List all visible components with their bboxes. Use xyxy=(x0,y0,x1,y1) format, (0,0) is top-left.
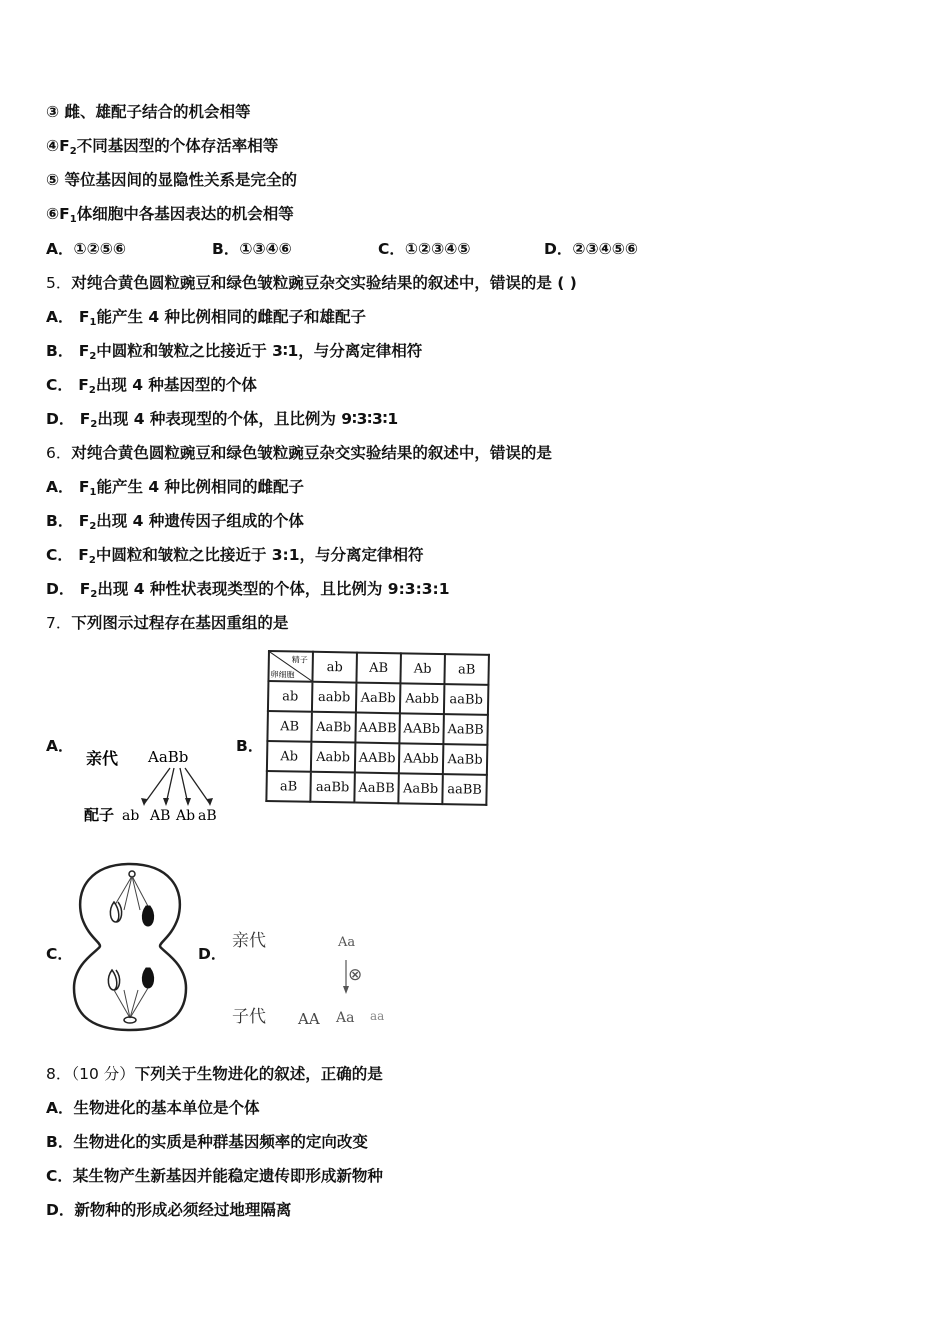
table-cell: AB xyxy=(267,711,312,742)
fig-a-parent-label: 亲代 xyxy=(86,749,119,768)
q6-option-c: C． $F_2$中圆粒和皱粒之比接近于 3:1，与分离定律相符 xyxy=(46,546,424,566)
table-cell: aaBb xyxy=(444,684,489,715)
fig-a-gamete-label: 配子 xyxy=(84,806,115,824)
q4-options xyxy=(46,239,638,259)
table-cell: AaBB xyxy=(354,773,399,804)
table-cell: Aabb xyxy=(400,683,445,714)
q4-option-c: C．①②③④⑤ xyxy=(378,240,471,258)
fig-d-offspring: aa xyxy=(370,1009,385,1023)
table-cell: AaBb xyxy=(443,744,488,775)
table-cell: AABb xyxy=(355,743,400,774)
table-cell: AABb xyxy=(399,713,444,744)
q7-figure-d xyxy=(228,924,398,1034)
fig-d-offspring: AA xyxy=(298,1010,320,1028)
q6-option-d: D． $F_2$出现 4 种性状表现类型的个体，且比例为 9:3:3:1 xyxy=(46,580,450,600)
fig-a-gamete: ab xyxy=(122,808,140,824)
q5-option-d: D． $F_2$出现 4 种表现型的个体，且比例为 9∶3∶3∶1 xyxy=(46,410,399,430)
table-row xyxy=(267,741,487,775)
table-cell: AaBb xyxy=(311,712,356,743)
table-cell: Aabb xyxy=(311,742,356,773)
q7-stem: 7．下列图示过程存在基因重组的是 xyxy=(46,614,289,632)
table-row xyxy=(268,651,488,685)
table-header-cell: ab xyxy=(312,652,357,683)
q5-option-b: B． $F_2$中圆粒和皱粒之比接近于 3∶1，与分离定律相符 xyxy=(46,342,423,362)
q6-stem: 6．对纯合黄色圆粒豌豆和绿色皱粒豌豆杂交实验结果的叙述中，错误的是 xyxy=(46,444,552,462)
corner-diagonal xyxy=(269,652,311,681)
q4-option-d: D．②③④⑤⑥ xyxy=(544,240,638,258)
table-cell: aabb xyxy=(312,682,357,713)
chromosome-white xyxy=(108,970,119,990)
table-header-cell: AB xyxy=(356,653,401,684)
chromosome-white xyxy=(110,902,121,922)
fig-d-offspring-label: 子代 xyxy=(232,1007,266,1027)
fig-a-gamete: Ab xyxy=(176,808,196,824)
q6-option-b: B． $F_2$出现 4 种遗传因子组成的个体 xyxy=(46,512,304,532)
table-cell: ab xyxy=(268,681,313,712)
table-cell: AaBb xyxy=(398,773,443,804)
fig-a-gamete: aB xyxy=(198,808,217,824)
fig-d-parent: Aa xyxy=(338,935,356,950)
table-row xyxy=(266,771,486,805)
corner-left-label: 卵细胞 xyxy=(270,670,295,680)
table-cell: Ab xyxy=(267,741,312,772)
q5-option-a: A． $F_1$能产生 4 种比例相同的雌配子和雄配子 xyxy=(46,308,367,328)
q7-label-b: B． xyxy=(236,737,264,755)
q4-item-5: ⑤ 等位基因间的显隐性关系是完全的 xyxy=(46,171,298,189)
q8-option-d: D．新物种的形成必须经过地理隔离 xyxy=(46,1201,292,1219)
q7-figure-a xyxy=(80,740,230,830)
table-cell: AaBb xyxy=(356,683,401,714)
q7-label-a: A． xyxy=(46,737,74,755)
chromosome-black xyxy=(142,906,153,926)
q8-stem: 8．（10 分）下列关于生物进化的叙述，正确的是 xyxy=(46,1065,383,1083)
table-cell: aaBB xyxy=(442,774,487,805)
table-cell: AAbb xyxy=(399,743,444,774)
table-row xyxy=(267,711,487,745)
q7-figure-c-dividing-cell xyxy=(68,858,192,1036)
corner-top-label: 精子 xyxy=(291,655,308,665)
table-header-cell: Ab xyxy=(400,653,445,684)
q7-label-c: C． xyxy=(46,945,73,963)
fig-a-parent: AaBb xyxy=(148,748,189,766)
q4-item-3: ③ 雌、雄配子结合的机会相等 xyxy=(46,103,251,121)
table-row xyxy=(268,681,488,715)
fig-d-offspring: Aa xyxy=(336,1010,355,1026)
q4-option-b: B．①③④⑥ xyxy=(212,240,292,258)
table-corner-cell xyxy=(268,651,313,682)
q4-option-a: A．①②⑤⑥ xyxy=(46,240,126,258)
table-cell: AaBB xyxy=(443,714,488,745)
q5-option-c: C． $F_2$出现 4 种基因型的个体 xyxy=(46,376,257,396)
q4-item-6: $⑥F_1$体细胞中各基因表达的机会相等 xyxy=(46,205,294,225)
q7-label-d: D． xyxy=(198,945,227,963)
table-cell: AABB xyxy=(355,713,400,744)
q6-option-a: A． $F_1$能产生 4 种比例相同的雌配子 xyxy=(46,478,305,498)
table-header-cell: aB xyxy=(444,654,489,685)
q4-item-4: $④F_2$不同基因型的个体存活率相等 xyxy=(46,137,279,157)
fig-a-gamete: AB xyxy=(150,808,171,824)
q8-option-b: B．生物进化的实质是种群基因频率的定向改变 xyxy=(46,1133,368,1151)
table-cell: aaBb xyxy=(310,772,355,803)
fig-d-parent-label: 亲代 xyxy=(232,931,266,951)
chromosome-black xyxy=(142,968,153,988)
q5-stem: 5．对纯合黄色圆粒豌豆和绿色皱粒豌豆杂交实验结果的叙述中，错误的是 ( ) xyxy=(46,274,577,292)
fig-d-self-cross-symbol: ⊗ xyxy=(348,965,363,985)
q7-figure-b-punnett-table xyxy=(265,650,490,806)
q8-option-a: A．生物进化的基本单位是个体 xyxy=(46,1099,260,1117)
table-cell: aB xyxy=(266,771,311,802)
q8-option-c: C．某生物产生新基因并能稳定遗传即形成新物种 xyxy=(46,1167,383,1185)
cell-membrane xyxy=(74,864,186,1030)
